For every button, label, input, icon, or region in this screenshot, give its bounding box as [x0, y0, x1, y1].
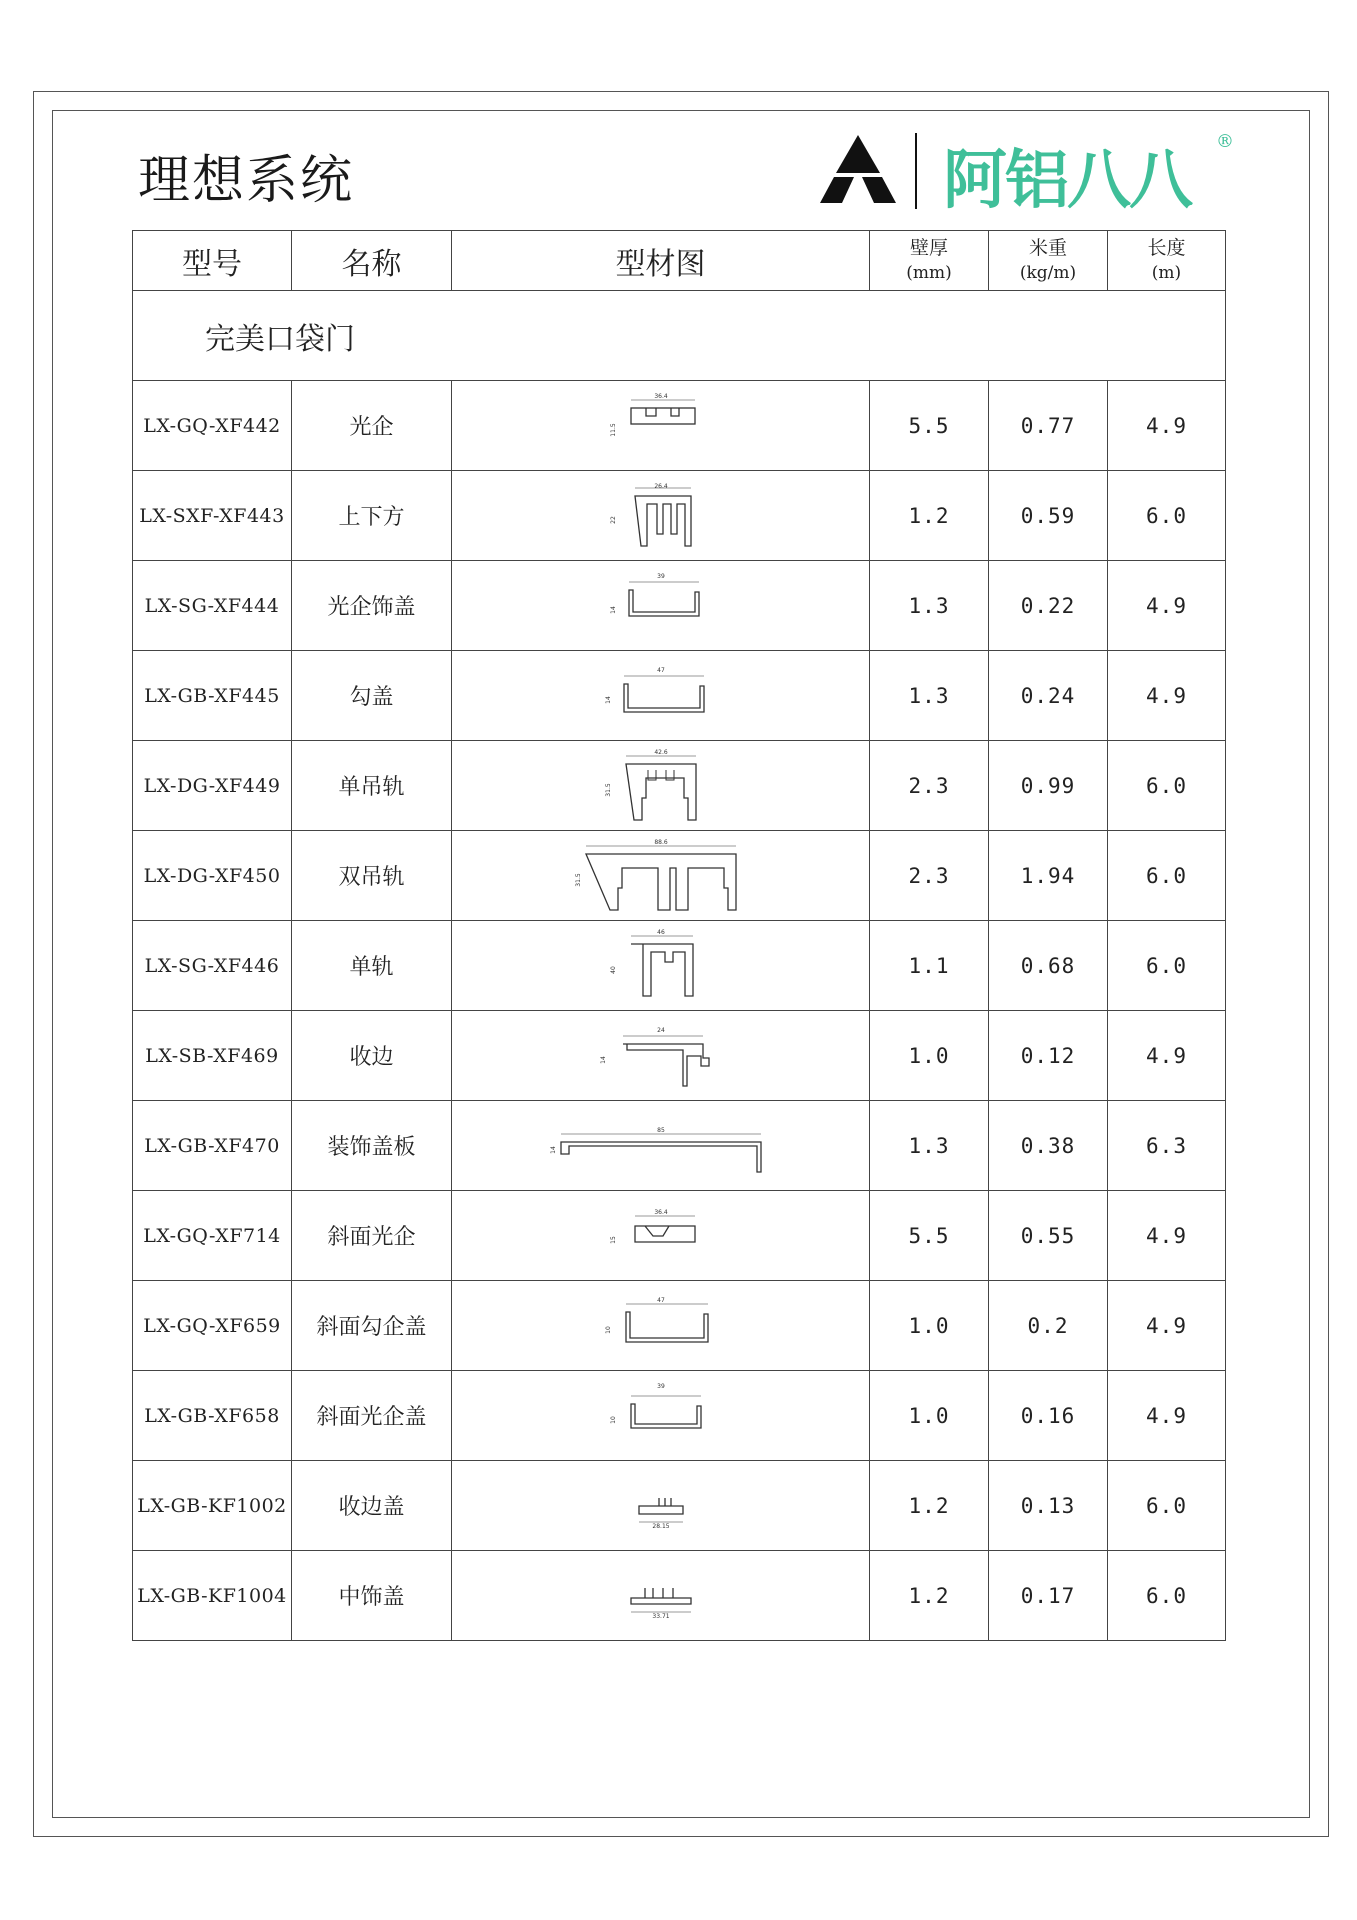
- length-label: 长度: [1147, 237, 1186, 260]
- profile-width-dim: 47: [656, 1296, 665, 1304]
- model-cell: LX-SB-XF469: [133, 1011, 292, 1101]
- profile-drawing: [596, 746, 726, 826]
- length-cell: 6.0: [1108, 471, 1226, 561]
- profile-figure-cell: [452, 1011, 870, 1101]
- profile-width-dim: 46: [656, 928, 665, 936]
- profile-drawing: [601, 1556, 721, 1636]
- table-row: [133, 1551, 1226, 1641]
- profile-drawing: [601, 1376, 721, 1456]
- profile-width-dim: 85: [656, 1126, 665, 1134]
- profile-height-dim: 14: [549, 1145, 557, 1154]
- model-cell: LX-SG-XF444: [133, 561, 292, 651]
- length-cell: 4.9: [1108, 651, 1226, 741]
- profile-figure-cell: [452, 1101, 870, 1191]
- profile-height-dim: 31.5: [604, 782, 612, 797]
- profile-figure-cell: [452, 741, 870, 831]
- name-cell: 斜面光企: [292, 1191, 452, 1281]
- profile-width-dim: 39: [656, 1382, 665, 1390]
- model-cell: LX-DG-XF449: [133, 741, 292, 831]
- model-cell: LX-GQ-XF659: [133, 1281, 292, 1371]
- length-cell: 6.3: [1108, 1101, 1226, 1191]
- name-cell: 中饰盖: [292, 1551, 452, 1641]
- profile-width-dim: 88.6: [653, 838, 668, 846]
- profile-width-dim: 33.71: [651, 1612, 670, 1620]
- profile-drawing: [596, 1286, 726, 1366]
- model-cell: LX-GQ-XF714: [133, 1191, 292, 1281]
- length-cell: 4.9: [1108, 561, 1226, 651]
- length-cell: 6.0: [1108, 1551, 1226, 1641]
- page-title: 理想系统: [138, 151, 355, 211]
- table-row: [133, 471, 1226, 561]
- weight-cell: 0.2: [989, 1281, 1108, 1371]
- thickness-cell: 2.3: [870, 831, 989, 921]
- profile-width-dim: 47: [656, 666, 665, 674]
- thickness-unit: (mm): [906, 262, 952, 283]
- profile-drawing: [566, 836, 756, 916]
- section-title: 完美口袋门: [133, 291, 1226, 381]
- profile-width-dim: 36.4: [653, 1208, 668, 1216]
- name-cell: 收边: [292, 1011, 452, 1101]
- table-row: [133, 1371, 1226, 1461]
- thickness-cell: 1.3: [870, 561, 989, 651]
- weight-cell: 1.94: [989, 831, 1108, 921]
- logo-divider: [914, 133, 920, 209]
- table-row: [133, 1011, 1226, 1101]
- profile-figure-cell: [452, 1191, 870, 1281]
- table-header-row: [133, 231, 1226, 291]
- length-cell: 4.9: [1108, 1281, 1226, 1371]
- thickness-cell: 1.2: [870, 1551, 989, 1641]
- weight-label: 米重: [1028, 237, 1067, 260]
- profile-width-dim: 42.6: [653, 748, 668, 756]
- name-cell: 光企饰盖: [292, 561, 452, 651]
- profile-drawing: [601, 386, 721, 466]
- model-cell: LX-SXF-XF443: [133, 471, 292, 561]
- profile-drawing: [596, 656, 726, 736]
- weight-cell: 0.55: [989, 1191, 1108, 1281]
- registered-mark: ®: [1216, 131, 1234, 152]
- length-cell: 4.9: [1108, 1191, 1226, 1281]
- name-cell: 装饰盖板: [292, 1101, 452, 1191]
- profile-width-dim: 26.4: [653, 482, 668, 490]
- weight-cell: 0.17: [989, 1551, 1108, 1641]
- weight-cell: 0.59: [989, 471, 1108, 561]
- weight-cell: 0.22: [989, 561, 1108, 651]
- weight-cell: 0.24: [989, 651, 1108, 741]
- logo-mark-icon: [818, 133, 898, 205]
- col-length-header: [1108, 231, 1226, 291]
- profile-drawing: [601, 476, 721, 556]
- thickness-cell: 5.5: [870, 1191, 989, 1281]
- weight-cell: 0.99: [989, 741, 1108, 831]
- name-cell: 单吊轨: [292, 741, 452, 831]
- length-cell: 6.0: [1108, 741, 1226, 831]
- profile-drawing: [601, 1466, 721, 1546]
- thickness-cell: 1.0: [870, 1371, 989, 1461]
- table-row: [133, 1101, 1226, 1191]
- profile-drawing: [601, 926, 721, 1006]
- length-cell: 4.9: [1108, 381, 1226, 471]
- section-row: [133, 291, 1226, 381]
- name-cell: 上下方: [292, 471, 452, 561]
- length-unit: (m): [1151, 262, 1182, 283]
- profile-height-dim: 14: [609, 605, 617, 614]
- thickness-cell: 1.3: [870, 1101, 989, 1191]
- thickness-cell: 2.3: [870, 741, 989, 831]
- weight-cell: 0.12: [989, 1011, 1108, 1101]
- profile-figure-cell: [452, 1551, 870, 1641]
- profile-figure-cell: [452, 651, 870, 741]
- table-row: [133, 561, 1226, 651]
- weight-cell: 0.68: [989, 921, 1108, 1011]
- table-row: [133, 1191, 1226, 1281]
- brand-logo: [818, 131, 1238, 218]
- name-cell: 收边盖: [292, 1461, 452, 1551]
- profile-drawing: [591, 1016, 731, 1096]
- profile-figure-cell: [452, 1461, 870, 1551]
- thickness-cell: 1.2: [870, 471, 989, 561]
- model-cell: LX-DG-XF450: [133, 831, 292, 921]
- profile-width-dim: 39: [656, 572, 665, 580]
- profile-figure-cell: [452, 831, 870, 921]
- profile-height-dim: 15: [609, 1235, 617, 1244]
- profile-width-dim: 24: [656, 1026, 665, 1034]
- table-row: [133, 741, 1226, 831]
- weight-cell: 0.13: [989, 1461, 1108, 1551]
- model-cell: LX-SG-XF446: [133, 921, 292, 1011]
- col-model-header: 型号: [133, 231, 292, 291]
- thickness-cell: 1.0: [870, 1281, 989, 1371]
- model-cell: LX-GB-XF658: [133, 1371, 292, 1461]
- model-cell: LX-GB-XF445: [133, 651, 292, 741]
- profile-figure-cell: [452, 1281, 870, 1371]
- table-row: [133, 831, 1226, 921]
- thickness-cell: 1.0: [870, 1011, 989, 1101]
- length-cell: 6.0: [1108, 831, 1226, 921]
- thickness-label: 壁厚: [909, 237, 948, 260]
- name-cell: 斜面勾企盖: [292, 1281, 452, 1371]
- profile-height-dim: 11.5: [609, 422, 617, 437]
- col-figure-header: 型材图: [452, 231, 870, 291]
- length-cell: 6.0: [1108, 921, 1226, 1011]
- profile-height-dim: 14: [599, 1055, 607, 1064]
- thickness-cell: 1.2: [870, 1461, 989, 1551]
- profile-drawing: [601, 566, 721, 646]
- col-name-header: 名称: [292, 231, 452, 291]
- name-cell: 双吊轨: [292, 831, 452, 921]
- profile-height-dim: 10: [609, 1415, 617, 1424]
- profile-figure-cell: [452, 471, 870, 561]
- name-cell: 单轨: [292, 921, 452, 1011]
- profile-width-dim: 36.4: [653, 392, 668, 400]
- name-cell: 勾盖: [292, 651, 452, 741]
- profile-figure-cell: [452, 381, 870, 471]
- name-cell: 光企: [292, 381, 452, 471]
- weight-cell: 0.77: [989, 381, 1108, 471]
- model-cell: LX-GQ-XF442: [133, 381, 292, 471]
- thickness-cell: 1.3: [870, 651, 989, 741]
- length-cell: 4.9: [1108, 1371, 1226, 1461]
- name-cell: 斜面光企盖: [292, 1371, 452, 1461]
- profile-figure-cell: [452, 921, 870, 1011]
- logo-text: 阿铝八八: [943, 144, 1191, 218]
- profile-figure-cell: [452, 1371, 870, 1461]
- weight-cell: 0.16: [989, 1371, 1108, 1461]
- model-cell: LX-GB-KF1002: [133, 1461, 292, 1551]
- profile-height-dim: 40: [609, 965, 617, 974]
- model-cell: LX-GB-XF470: [133, 1101, 292, 1191]
- profile-drawing: [601, 1196, 721, 1276]
- weight-cell: 0.38: [989, 1101, 1108, 1191]
- model-cell: LX-GB-KF1004: [133, 1551, 292, 1641]
- profile-figure-cell: [452, 561, 870, 651]
- profile-height-dim: 22: [609, 515, 617, 524]
- col-weight-header: [989, 231, 1108, 291]
- profile-spec-table: [132, 230, 1226, 1641]
- col-thickness-header: [870, 231, 989, 291]
- table-row: [133, 1461, 1226, 1551]
- profile-width-dim: 28.15: [651, 1522, 670, 1530]
- length-cell: 4.9: [1108, 1011, 1226, 1101]
- profile-height-dim: 31.5: [574, 872, 582, 887]
- table-row: [133, 921, 1226, 1011]
- thickness-cell: 1.1: [870, 921, 989, 1011]
- table-row: [133, 381, 1226, 471]
- weight-unit: (kg/m): [1019, 262, 1077, 283]
- profile-height-dim: 10: [604, 1325, 612, 1334]
- profile-height-dim: 14: [604, 695, 612, 704]
- table-row: [133, 651, 1226, 741]
- length-cell: 6.0: [1108, 1461, 1226, 1551]
- table-row: [133, 1281, 1226, 1371]
- thickness-cell: 5.5: [870, 381, 989, 471]
- profile-drawing: [541, 1106, 781, 1186]
